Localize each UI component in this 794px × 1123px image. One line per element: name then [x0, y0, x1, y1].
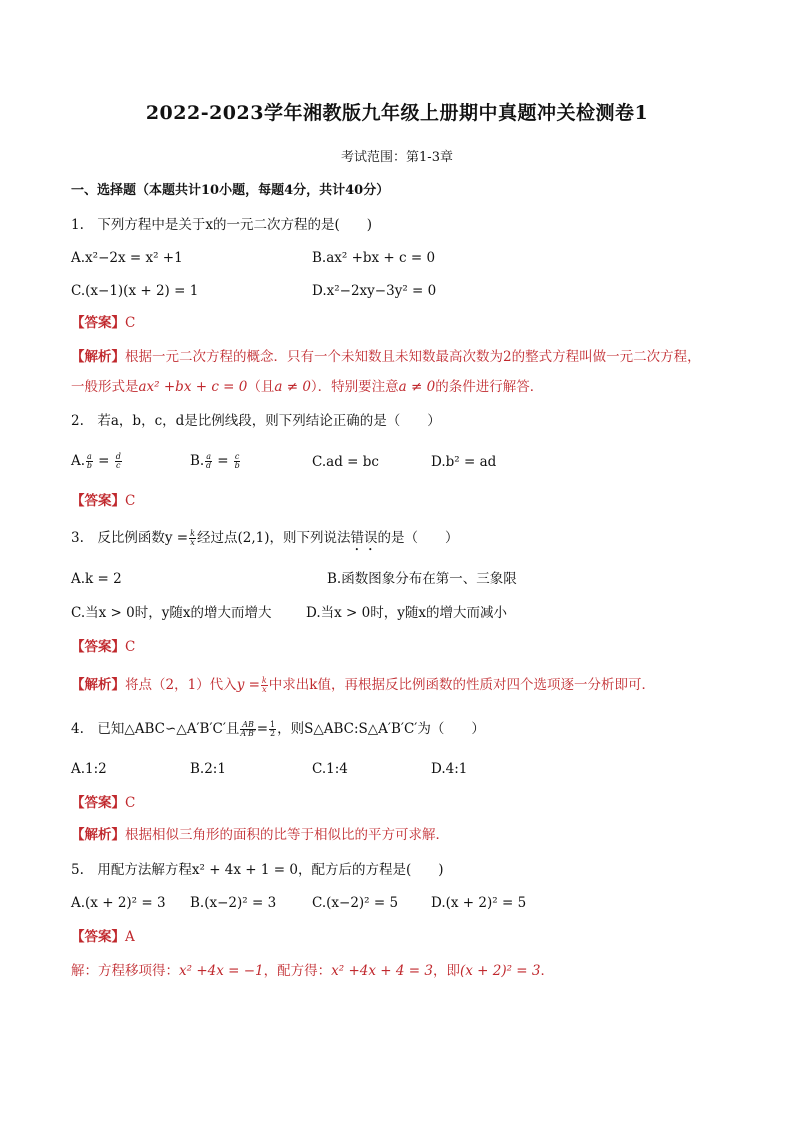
answer-tag: 【答案】	[71, 315, 125, 331]
q3-analysis-frac	[261, 677, 268, 694]
analysis-tag: 【解析】	[71, 827, 125, 843]
q3-stem-frac	[189, 530, 196, 547]
frac-num: d	[115, 452, 121, 461]
q4-stem-part2: ，则S△ABC:S△A′B′C′为（ ）	[277, 721, 485, 737]
q3-answer-value: C	[125, 639, 136, 655]
page-title: 2022-2023学年湘教版九年级上册期中真题冲关检测卷1	[145, 102, 649, 124]
section-heading: 一、选择题（本题共计10小题，每题4分，共计40分）	[71, 183, 390, 198]
q2-option-b: B. $\frac{a}{d}$ = $\frac{c}{b}$	[190, 452, 240, 470]
frac-num: k	[261, 676, 267, 685]
frac-num: AB	[242, 720, 254, 729]
q3-option-b: B.函数图象分布在第一、三象限	[327, 571, 517, 587]
frac-den: x	[262, 685, 267, 694]
q2-option-c: C.ad = bc	[312, 454, 379, 470]
q1-analysis-line1	[71, 348, 701, 366]
q2-option-a-frac2	[115, 453, 122, 470]
q5-stem: 5. 用配方法解方程x² + 4x + 1 = 0，配方后的方程是( )	[71, 862, 444, 878]
q4-analysis-text: 根据相似三角形的面积的比等于相似比的平方可求解．	[125, 827, 449, 843]
q4-stem	[71, 720, 485, 738]
q1-option-c: C.(x−1)(x + 2) = 1	[71, 283, 199, 299]
q5-option-b: B.(x−2)² = 3	[190, 895, 277, 911]
q4-option-c: C.1:4	[312, 761, 348, 777]
q1-analysis-text2: 一般形式是	[71, 379, 139, 395]
q5-solution-end: ．	[540, 963, 554, 979]
q1-analysis-text5: 的条件进行解答．	[435, 379, 544, 395]
q3-analysis-formula: y =	[236, 677, 260, 693]
q3-stem	[71, 529, 459, 554]
q1-analysis-text4: ）．特别要注意	[310, 379, 399, 395]
q4-answer	[71, 794, 135, 812]
q4-option-b: B.2:1	[190, 761, 226, 777]
frac-num: c	[234, 452, 240, 461]
q5-solution-part3: ，即	[432, 963, 460, 979]
q3-analysis-part1: 将点（2，1）代入	[125, 677, 237, 693]
q5-option-c: C.(x−2)² = 5	[312, 895, 399, 911]
q3-stem-part1: 3. 反比例函数y =	[71, 530, 189, 546]
q1-analysis-cond1: a ≠ 0	[274, 379, 311, 395]
exam-scope: 考试范围：第1-3章	[341, 150, 453, 165]
q1-answer	[71, 314, 135, 332]
frac-den: 2	[270, 729, 276, 738]
q1-option-b: B.ax² +bx + c = 0	[312, 250, 436, 266]
q1-analysis-cond2: a ≠ 0	[398, 379, 436, 395]
q1-option-a: A.x²−2x = x² +1	[71, 250, 183, 266]
q2-option-a-frac1	[86, 453, 93, 470]
q1-analysis-formula: ax² +bx + c = 0	[138, 379, 248, 395]
q4-option-a: A.1:2	[71, 761, 107, 777]
q5-solution-part2: ，配方得：	[263, 963, 332, 979]
q1-stem: 1. 下列方程中是关于x的一元二次方程的是( )	[71, 217, 373, 233]
q3-option-a: A.k = 2	[71, 571, 122, 587]
frac-den: c	[116, 461, 121, 470]
q1-analysis-text1: 根据一元二次方程的概念．只有一个未知数且未知数最高次数为2的整式方程叫做一元二次方程，	[125, 349, 701, 365]
q4-stem-frac2	[269, 721, 276, 738]
q5-solution-eq1: x² +4x = −1	[179, 963, 264, 979]
q2-answer-value: C	[125, 493, 136, 509]
frac-den: b	[86, 461, 92, 470]
q5-answer	[71, 928, 135, 946]
q3-analysis	[71, 676, 655, 694]
answer-tag: 【答案】	[71, 795, 125, 811]
q2-option-b-label: B.	[190, 453, 205, 469]
q4-stem-part1: 4. 已知△ABC∽△A′B′C′且	[71, 721, 240, 737]
q2-option-b-frac1	[205, 453, 212, 470]
q4-analysis	[71, 826, 449, 844]
q4-answer-value: C	[125, 795, 136, 811]
q3-option-c: C.当x > 0时，y随x的增大而增大	[71, 605, 272, 621]
q2-answer	[71, 492, 135, 510]
q2-option-a-label: A.	[71, 453, 86, 469]
frac-num: a	[87, 452, 92, 461]
q3-answer	[71, 638, 135, 656]
q3-analysis-part2: 中求出k值，再根据反比例函数的性质对四个选项逐一分析即可．	[268, 677, 655, 693]
q2-stem: 2. 若a，b，c，d是比例线段，则下列结论正确的是（ ）	[71, 413, 441, 429]
answer-tag: 【答案】	[71, 493, 125, 509]
frac-num: 1	[270, 720, 276, 729]
q3-stem-part2: 经过点(2,1)，则下列说法	[196, 530, 351, 546]
frac-den: A′B′	[240, 729, 256, 738]
q5-option-d: D.(x + 2)² = 5	[431, 895, 527, 911]
q2-option-d: D.b² = ad	[431, 454, 497, 470]
frac-den: x	[190, 538, 195, 547]
q1-answer-value: C	[125, 315, 136, 331]
q5-solution	[71, 962, 554, 980]
frac-den: d	[206, 461, 212, 470]
q3-stem-part3: 的是（ ）	[377, 530, 459, 546]
q5-solution-part1: 解：方程移项得：	[71, 963, 179, 979]
q5-solution-eq3: (x + 2)² = 3	[459, 963, 541, 979]
frac-den: b	[234, 461, 240, 470]
q5-solution-eq2: x² +4x + 4 = 3	[331, 963, 433, 979]
q5-option-a: A.(x + 2)² = 3	[71, 895, 166, 911]
q5-answer-value: A	[125, 929, 135, 945]
q1-analysis-text3: （且	[247, 379, 275, 395]
analysis-tag: 【解析】	[71, 677, 125, 693]
q2-option-a: A. $\frac{a}{b}$ = $\frac{d}{c}$	[71, 452, 121, 470]
q4-stem-equals: =	[256, 721, 269, 737]
analysis-tag: 【解析】	[71, 349, 125, 365]
q4-option-d: D.4:1	[431, 761, 468, 777]
q1-analysis-line2	[71, 378, 543, 396]
answer-tag: 【答案】	[71, 639, 125, 655]
q2-option-b-frac2	[234, 453, 240, 470]
q4-stem-frac1	[240, 721, 255, 738]
frac-num: k	[190, 529, 195, 538]
q3-option-d: D.当x > 0时，y随x的增大而减小	[306, 605, 507, 621]
q3-stem-emphasis: 错误	[350, 530, 378, 546]
frac-num: a	[206, 452, 211, 461]
answer-tag: 【答案】	[71, 929, 125, 945]
q1-option-d: D.x²−2xy−3y² = 0	[312, 283, 437, 299]
